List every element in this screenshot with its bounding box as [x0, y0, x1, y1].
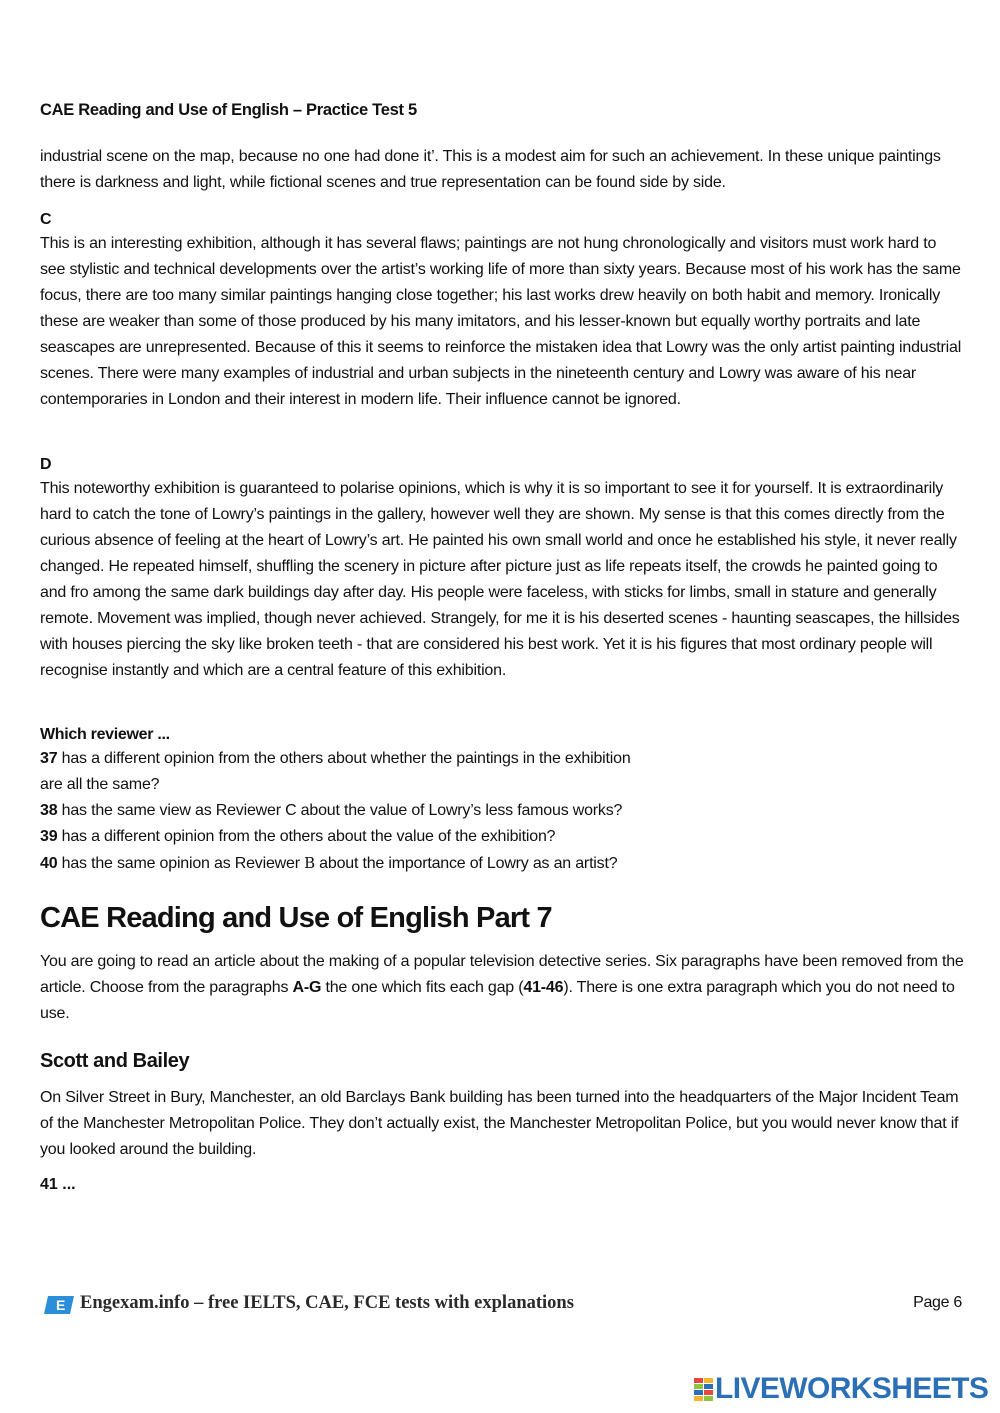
question-text: has a different opinion from the others about whether the paintings in the exhibition: [61, 750, 631, 767]
instructions-text: the one which fits each gap (: [325, 979, 524, 996]
instructions-text: ). There is one extra paragraph which you do not need to use.: [40, 979, 955, 1022]
reviewer-c-text: This is an interesting exhibition, although it has several flaws; paintings are not hung chronologically and visitors must work hard to see stylistic and technical developments over the artist’s working life of more than sixty years. Because most of his work has the same focus, there are too many similar paintings hanging close together; his last works drew heavily on both habit and memory. Ironically these are weaker than some of those produced by his many imitators, and his lesser-known but equally worthy portraits and late seascapes are unrepresented. Because of this it seems to reinforce the mistaken idea that Lowry was the only artist painting industrial scenes. There were many examples of industrial and urban subjects in the nineteenth century and Lowry was aware of his near contemporaries in London and their interest in modern life. Their influence cannot be ignored.: [40, 235, 962, 408]
question-text: about the importance of Lowry as an artist?: [319, 855, 618, 872]
question-39: [40, 824, 965, 850]
question-number: 38: [40, 802, 58, 819]
reviewer-d-text: This noteworthy exhibition is guaranteed to polarise opinions, which is why it is so important to see it for yourself. It is extraordinarily hard to catch the tone of Lowry’s paintings in the gallery, however well they are shown. My sense is that this comes directly from the curious absence of feeling at the heart of Lowry’s art. He painted his own small world and once he established his style, it never really changed. He repeated himself, shuffling the scenery in picture after picture just as life repeats itself, the crowds he painted going to and fro among the same dark buildings day after day. His people were faceless, with sticks for limbs, small in stature and generally remote. Movement was implied, though never achieved. Strangely, for me it is his deserted scenes - haunting seascapes, the hillsides with houses piercing the sky like broken teeth - that are considered his best work. Yet it is his figures that most ordinary people will recognise instantly and which are a central feature of this exhibition.: [40, 480, 960, 679]
instructions-text: You are going to read an article about the making of a popular television detective series. Six paragraphs have been removed from the article. Choose from the paragraphs: [40, 953, 964, 996]
question-37: [40, 746, 965, 772]
liveworksheets-wordmark: LIVEWORKSHEETS: [715, 1372, 989, 1405]
question-40: [40, 850, 965, 877]
page-footer: [44, 1292, 964, 1318]
questions-block: [40, 724, 965, 877]
liveworksheets-brand: [693, 1374, 993, 1404]
question-37-continued: are all the same?: [40, 776, 160, 793]
part-7-instructions: [40, 949, 965, 1027]
question-text: has the same opinion as Reviewer: [61, 855, 300, 872]
liveworksheets-logo-icon: [693, 1376, 715, 1402]
question-number: 40: [40, 855, 58, 872]
gap-range: 41-46: [523, 979, 564, 996]
gap-41-marker: 41 ...: [40, 1176, 76, 1193]
questions-heading: Which reviewer ...: [40, 726, 170, 743]
question-text: has a different opinion from the others about the value of the exhibition?: [61, 828, 556, 845]
page-header-title: CAE Reading and Use of English – Practice Test 5: [40, 101, 417, 119]
part-7-heading: CAE Reading and Use of English Part 7: [40, 902, 552, 934]
question-number: 37: [40, 750, 58, 767]
article-title: Scott and Bailey: [40, 1050, 190, 1072]
review-b-continuation: industrial scene on the map, because no one had done it’. This is a modest aim for such an achievement. In these unique paintings there is darkness and light, while fictional scenes and true representation can be found side by side.: [40, 148, 941, 191]
question-number: 39: [40, 828, 58, 845]
footer-site-text: Engexam.info – free IELTS, CAE, FCE tests with explanations: [80, 1293, 574, 1313]
svg-text:E: E: [56, 1297, 66, 1313]
page-number: Page 6: [913, 1294, 962, 1311]
reviewer-c-letter: C: [40, 211, 52, 228]
article-paragraph: On Silver Street in Bury, Manchester, an old Barclays Bank building has been turned into the headquarters of the Major Incident Team of the Manchester Metropolitan Police. They don’t actually exist, the Manchester Metropolitan Police, but you would never know that if you looked around the building.: [40, 1089, 959, 1158]
paragraph-range: A-G: [292, 979, 322, 996]
reviewer-d-letter: D: [40, 456, 52, 473]
engexam-logo-icon: [44, 1296, 74, 1314]
reviewer-c-section: [40, 209, 965, 413]
reviewer-letter: B: [304, 854, 315, 872]
reviewer-d-section: [40, 454, 965, 684]
question-text: has the same view as Reviewer C about the value of Lowry’s less famous works?: [61, 802, 623, 819]
question-38: [40, 798, 965, 824]
